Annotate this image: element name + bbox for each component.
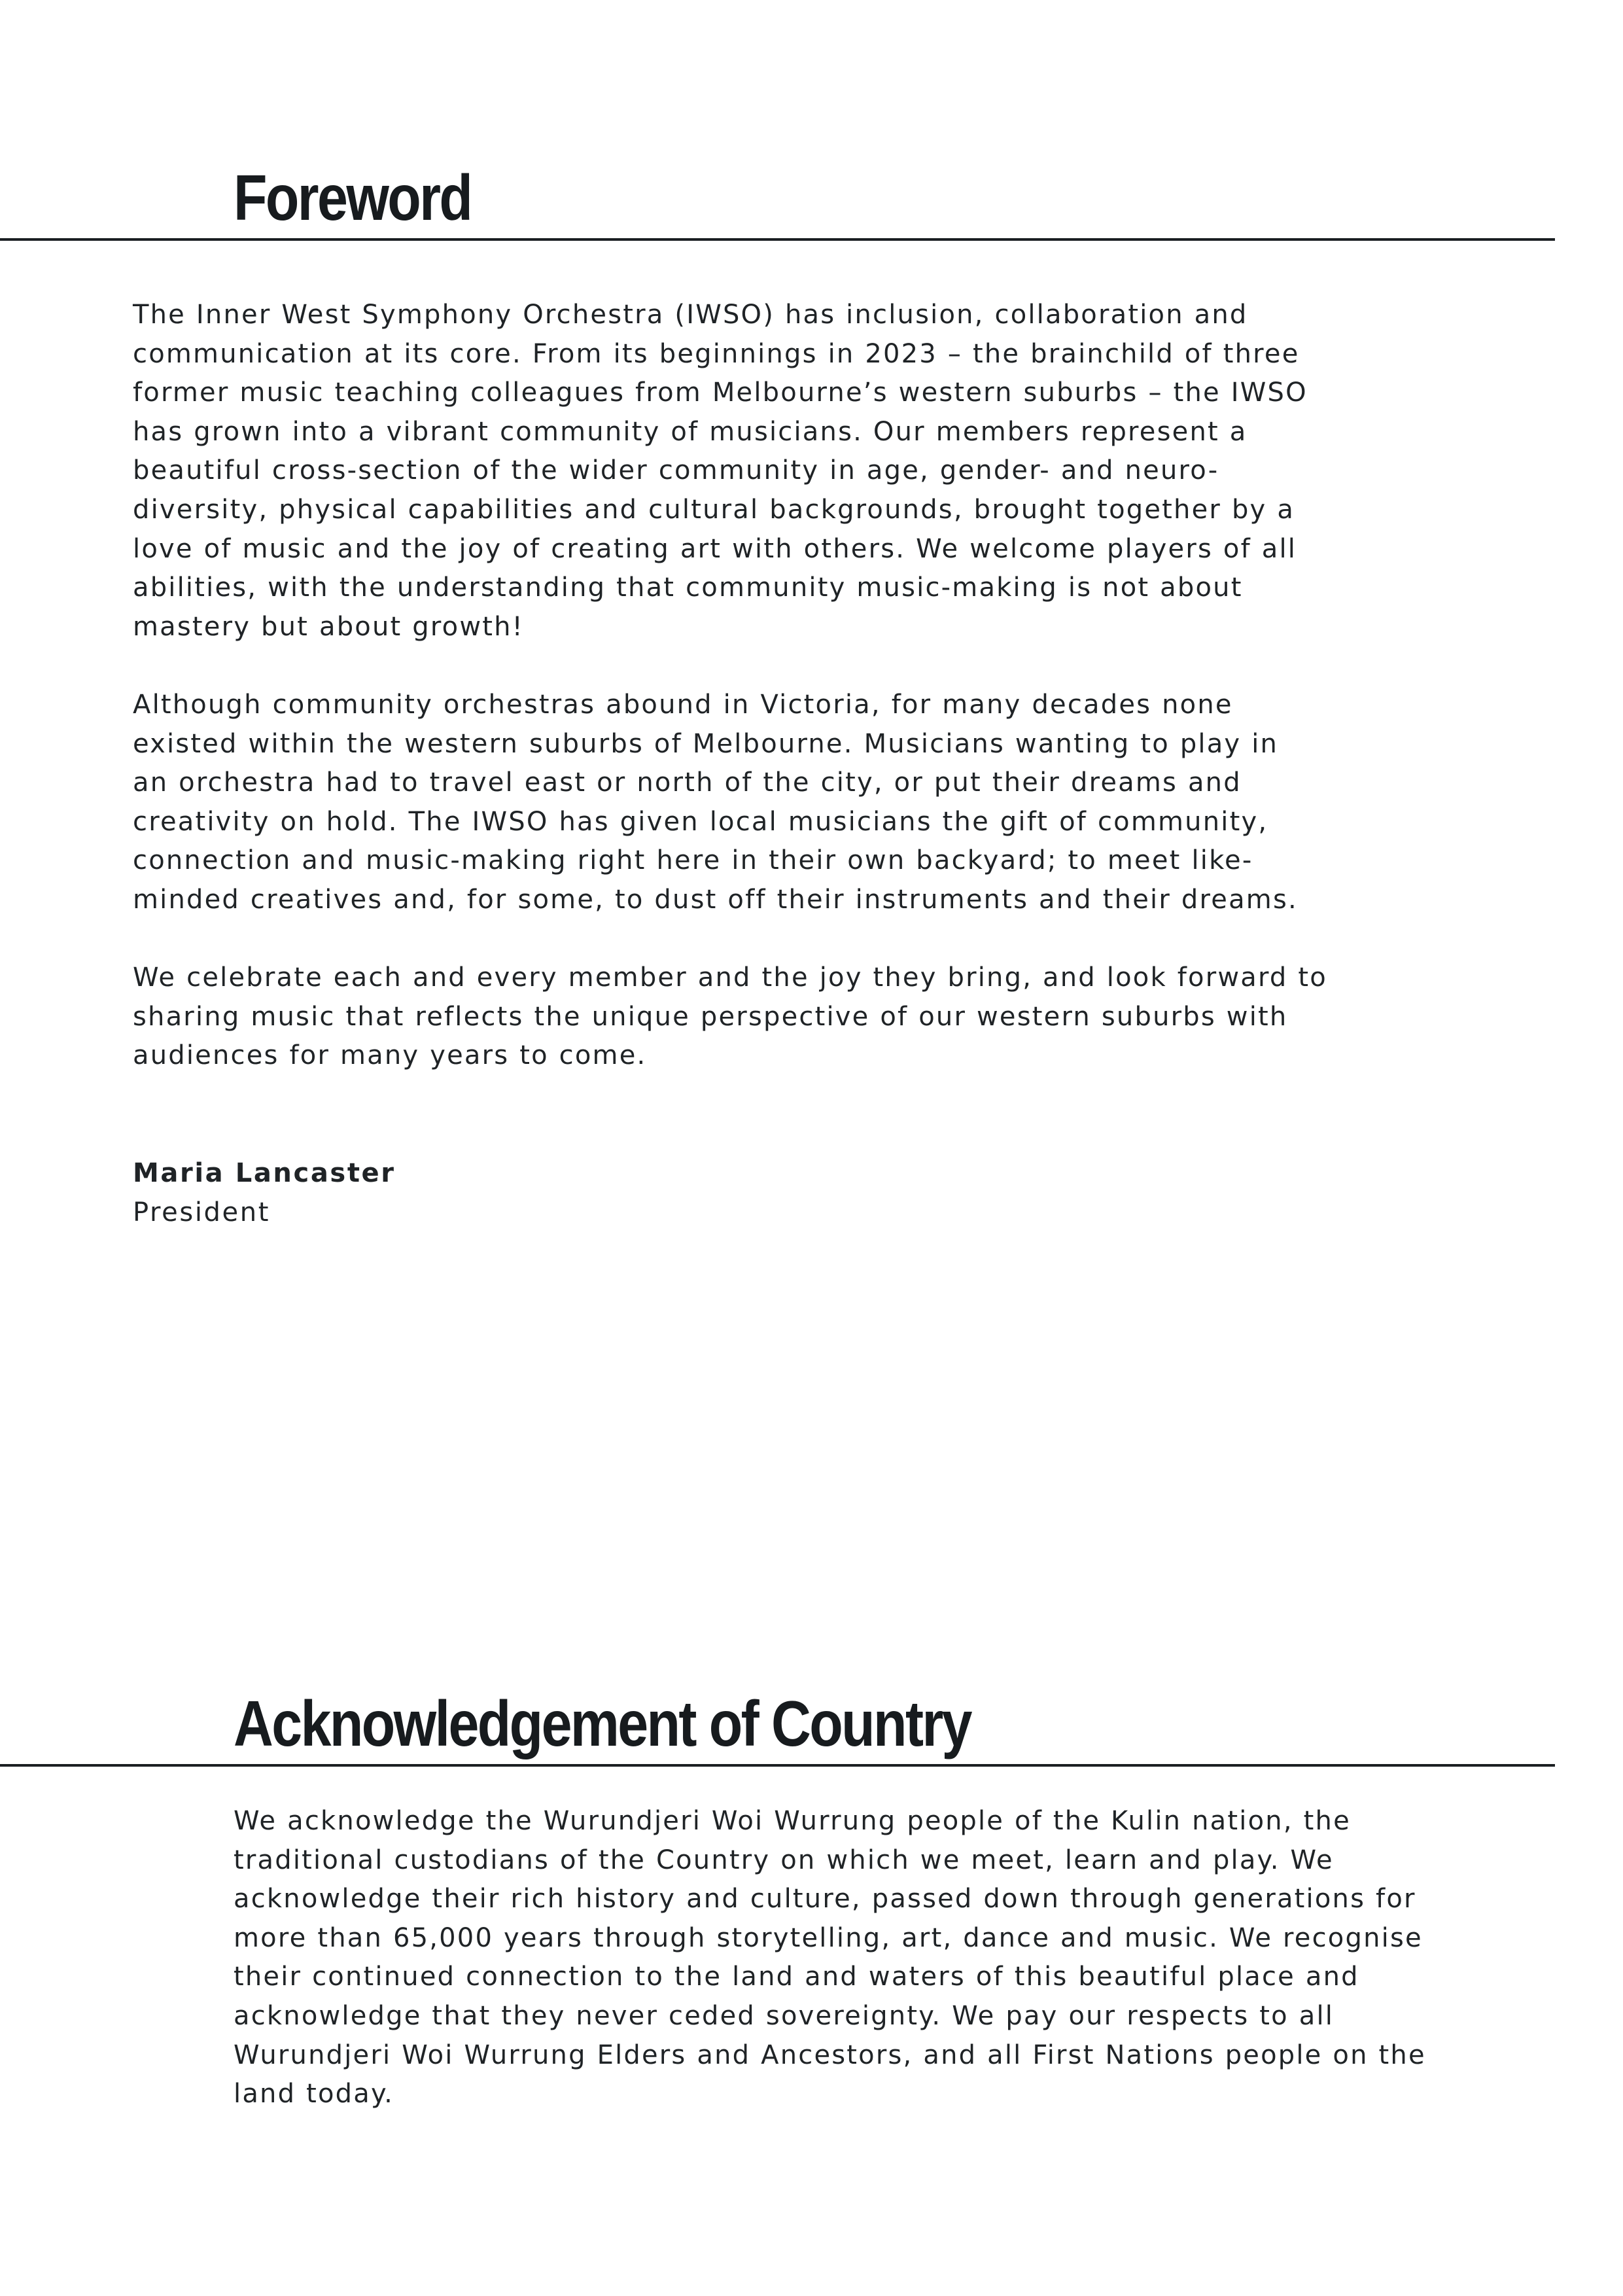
- text-line: love of music and the joy of creating art with others. We welcome players of all: [133, 533, 1297, 564]
- foreword-paragraph-1: [133, 296, 1308, 646]
- text-line: their continued connection to the land and waters of this beautiful place and: [234, 1962, 1359, 1992]
- signatory-role: President: [133, 1197, 270, 1227]
- text-line: We celebrate each and every member and the joy they bring, and look forward to: [133, 963, 1327, 993]
- text-line: land today.: [234, 2079, 394, 2110]
- text-line: mastery but about growth!: [133, 611, 524, 642]
- text-line: audiences for many years to come.: [133, 1040, 647, 1071]
- text-line: Wurundjeri Woi Wurrung Elders and Ancestors, and all First Nations people on the: [234, 2040, 1426, 2070]
- text-line: has grown into a vibrant community of musicians. Our members represent a: [133, 416, 1248, 447]
- text-line: diversity, physical capabilities and cultural backgrounds, brought together by a: [133, 494, 1295, 525]
- text-line: The Inner West Symphony Orchestra (IWSO) has inclusion, collaboration and: [133, 300, 1248, 330]
- text-line: minded creatives and, for some, to dust off their instruments and their dreams.: [133, 884, 1298, 915]
- text-line: sharing music that reflects the unique perspective of our western suburbs with: [133, 1001, 1288, 1032]
- text-line: an orchestra had to travel east or north of the city, or put their dreams and: [133, 768, 1242, 798]
- acknowledgement-paragraph: [234, 1802, 1426, 2114]
- text-line: acknowledge that they never ceded sovereignty. We pay our respects to all: [234, 2000, 1335, 2031]
- text-line: beautiful cross-section of the wider community in age, gender- and neuro-: [133, 455, 1219, 486]
- foreword-paragraph-2: [133, 686, 1298, 920]
- text-line: Although community orchestras abound in Victoria, for many decades none: [133, 690, 1233, 720]
- foreword-divider: [0, 238, 1555, 241]
- text-line: communication at its core. From its beginnings in 2023 – the brainchild of three: [133, 338, 1300, 369]
- foreword-heading: Foreword: [234, 162, 472, 234]
- signatory-name: Maria Lancaster: [133, 1158, 396, 1188]
- foreword-paragraph-3: [133, 959, 1327, 1076]
- text-line: connection and music-making right here in their own backyard; to meet like-: [133, 845, 1253, 876]
- text-line: We acknowledge the Wurundjeri Woi Wurrung people of the Kulin nation, the: [234, 1806, 1351, 1836]
- acknowledgement-divider: [0, 1764, 1555, 1767]
- text-line: acknowledge their rich history and culture, passed down through generations for: [234, 1884, 1416, 1915]
- acknowledgement-heading: Acknowledgement of Country: [234, 1687, 971, 1759]
- text-line: traditional custodians of the Country on which we meet, learn and play. We: [234, 1845, 1334, 1875]
- text-line: creativity on hold. The IWSO has given local musicians the gift of community,: [133, 806, 1268, 837]
- text-line: former music teaching colleagues from Melbourne’s western suburbs – the IWSO: [133, 378, 1308, 408]
- text-line: existed within the western suburbs of Melbourne. Musicians wanting to play in: [133, 728, 1279, 759]
- text-line: abilities, with the understanding that community music-making is not about: [133, 573, 1243, 603]
- text-line: more than 65,000 years through storytelling, art, dance and music. We recognise: [234, 1922, 1423, 1953]
